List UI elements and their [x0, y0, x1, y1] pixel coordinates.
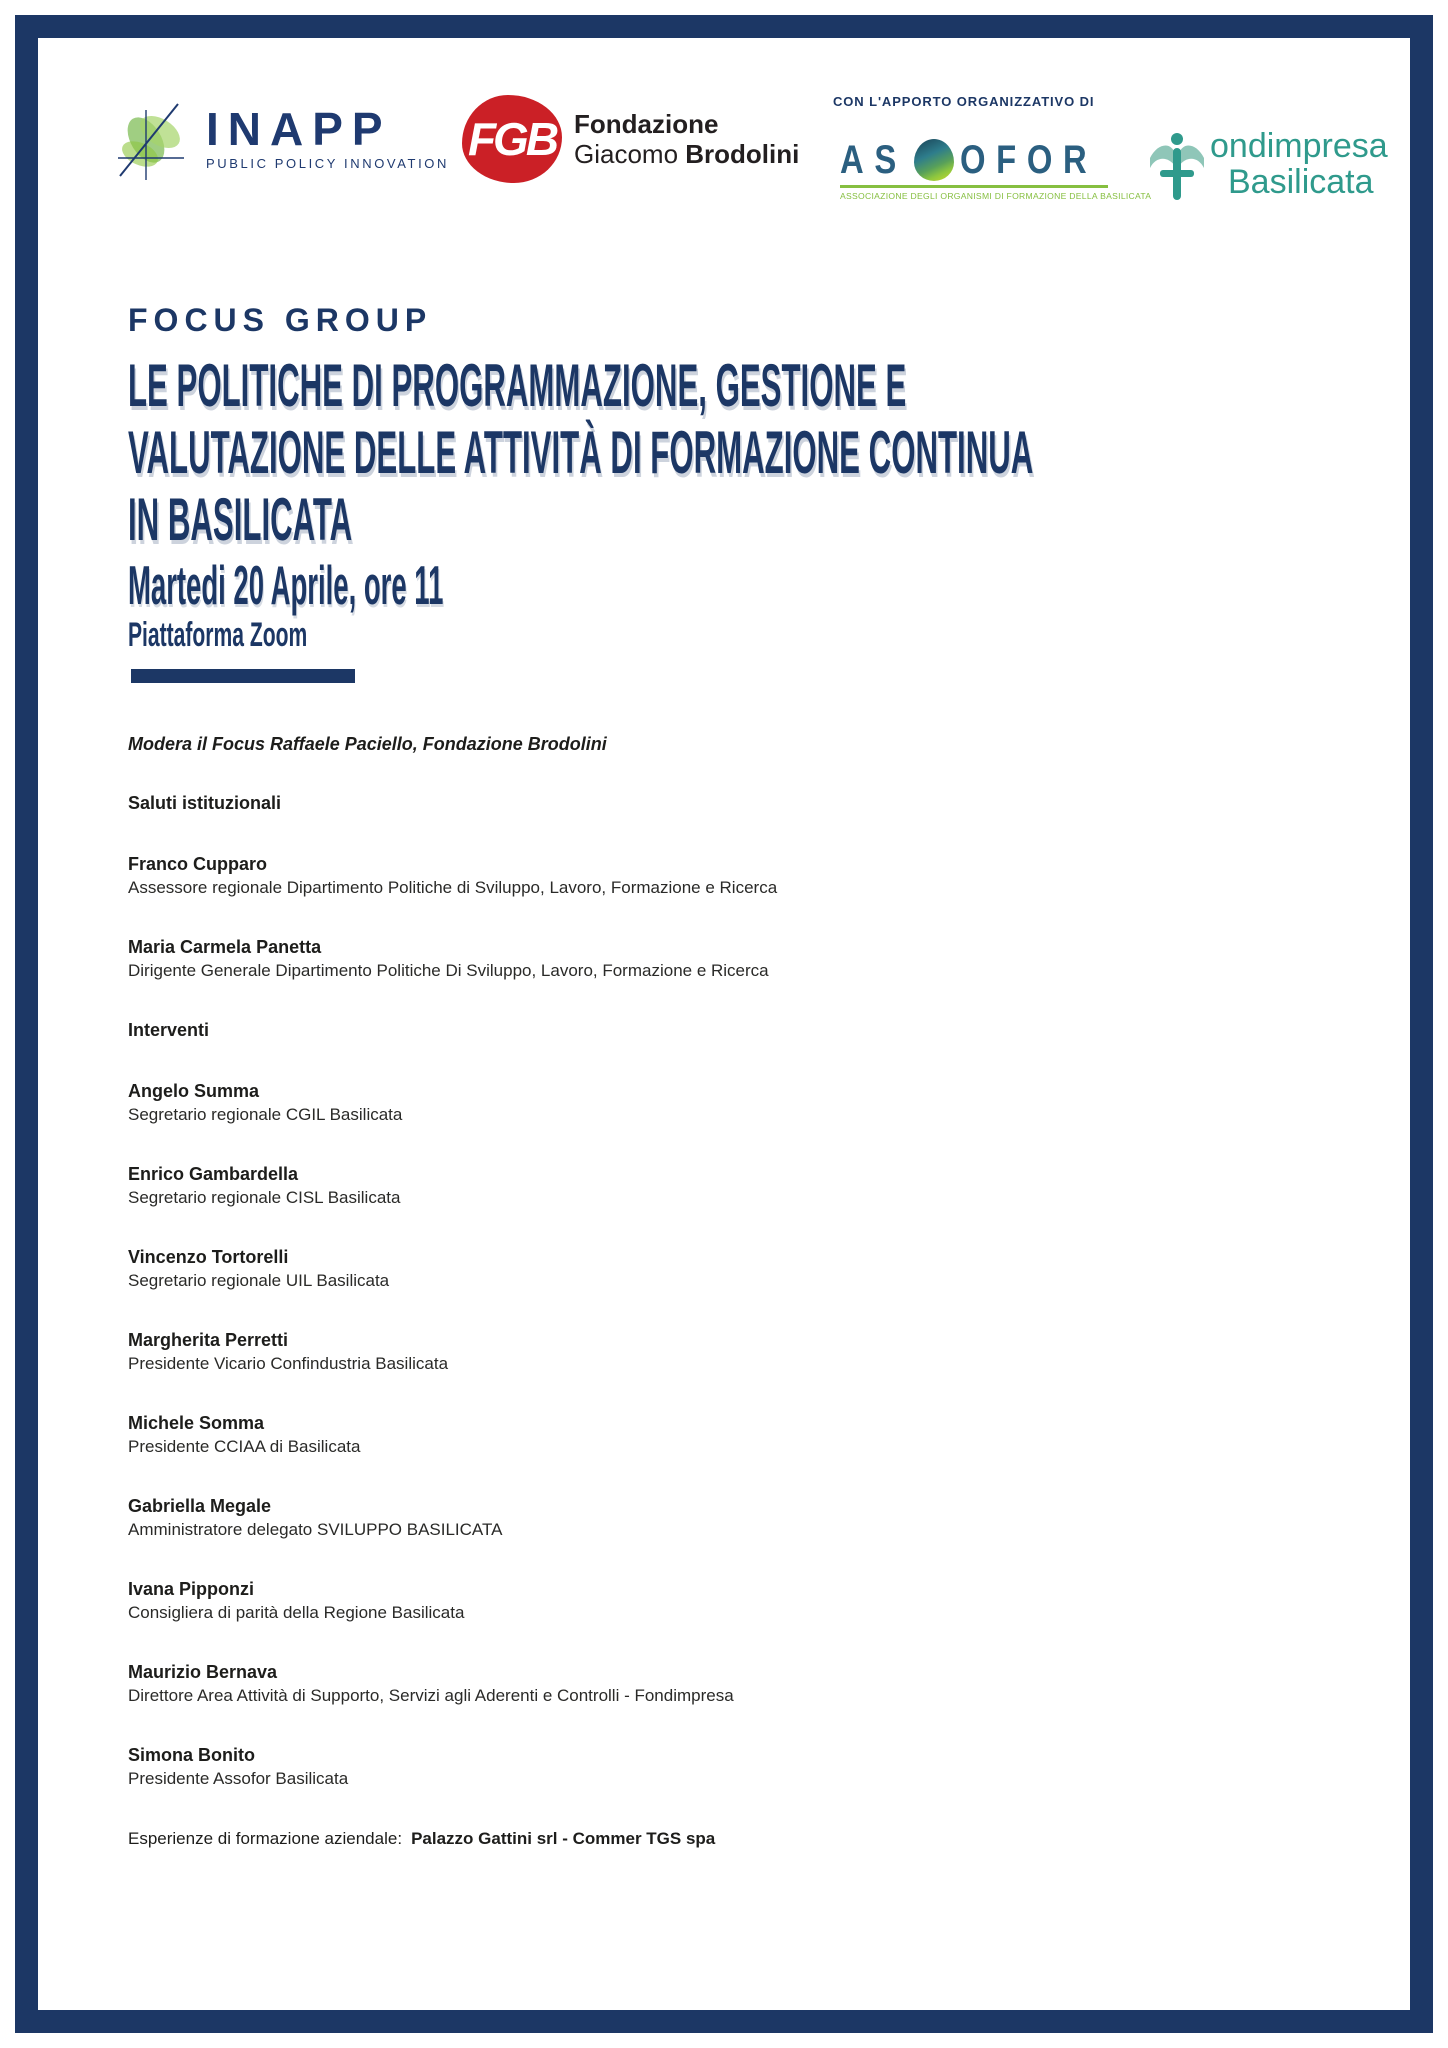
fondimpresa-text: [1210, 128, 1388, 200]
agenda: [128, 733, 1348, 1850]
speaker-name: Angelo Summa: [128, 1081, 260, 1101]
speaker-role: Consigliera di parità della Regione Basilicata: [128, 1603, 465, 1622]
assofor-wordmark: [840, 138, 1108, 182]
fgb-initials: FGB: [467, 113, 557, 165]
speaker-entry: [128, 1080, 1348, 1126]
event-date: Martedi 20 Aprile, ore 11: [128, 554, 444, 616]
event-kicker: FOCUS GROUP: [128, 302, 433, 338]
speaker-name: Simona Bonito: [128, 1745, 255, 1765]
fgb-fondazione: Fondazione: [574, 109, 719, 139]
title-line-2: VALUTAZIONE DELLE ATTIVITÀ DI FORMAZIONE CONTINUA: [128, 419, 1034, 486]
fgb-brodolini: Brodolini: [685, 139, 800, 169]
fondimpresa-logo: [1146, 128, 1388, 202]
inapp-wordmark: INAPP: [206, 102, 392, 155]
assofor-swirl-icon: [914, 139, 954, 181]
assofor-word-left: AS: [840, 138, 907, 182]
fgb-text: [574, 109, 799, 169]
experiences-line: [128, 1827, 1348, 1850]
speaker-role: Segretario regionale CGIL Basilicata: [128, 1105, 403, 1124]
assofor-caption: ASSOCIAZIONE DEGLI ORGANISMI DI FORMAZIONE DELLA BASILICATA: [840, 191, 1152, 201]
speaker-entry: [128, 1495, 1348, 1541]
fondimpresa-line2: Basilicata: [1228, 163, 1374, 201]
inapp-text: [206, 102, 449, 171]
inapp-leaf-icon: [112, 96, 196, 180]
speaker-name: Maurizio Bernava: [128, 1662, 278, 1682]
speaker-role: Presidente CCIAA di Basilicata: [128, 1437, 361, 1456]
speaker-entry: [128, 1412, 1348, 1458]
inapp-logo: [112, 96, 449, 180]
speaker-entry: [128, 1329, 1348, 1375]
speaker-name: Vincenzo Tortorelli: [128, 1247, 289, 1267]
speaker-role: Assessore regionale Dipartimento Politiche di Sviluppo, Lavoro, Formazione e Ricerca: [128, 878, 778, 897]
speaker-name: Ivana Pipponzi: [128, 1579, 255, 1599]
speaker-role: Presidente Assofor Basilicata: [128, 1769, 349, 1788]
speaker-entry: [128, 936, 1348, 982]
fondimpresa-icon: [1146, 128, 1208, 202]
speaker-role: Dirigente Generale Dipartimento Politiche Di Sviluppo, Lavoro, Formazione e Ricerca: [128, 961, 769, 980]
speaker-role: Segretario regionale CISL Basilicata: [128, 1188, 401, 1207]
title-line-1: LE POLITICHE DI PROGRAMMAZIONE, GESTIONE E: [128, 352, 907, 419]
speaker-name: Margherita Perretti: [128, 1330, 289, 1350]
speaker-entry: [128, 1163, 1348, 1209]
speaker-name: Maria Carmela Panetta: [128, 937, 322, 957]
section-heading-interventi: Interventi: [128, 1020, 210, 1040]
fgb-giacomo: Giacomo: [574, 139, 686, 169]
speaker-name: Enrico Gambardella: [128, 1164, 299, 1184]
fondimpresa-line1: ondimpresa: [1210, 127, 1388, 165]
assofor-word-right: OFOR: [959, 138, 1097, 182]
experiences-companies: Palazzo Gattini srl - Commer TGS spa: [411, 1829, 716, 1848]
fgb-giacomo-brodolini: [574, 139, 799, 169]
speaker-name: Michele Somma: [128, 1413, 265, 1433]
title-line-3: IN BASILICATA: [128, 486, 353, 553]
event-platform: Piattaforma Zoom: [128, 616, 308, 654]
speaker-entry: [128, 1744, 1348, 1790]
speaker-role: Presidente Vicario Confindustria Basilicata: [128, 1354, 449, 1373]
speaker-name: Gabriella Megale: [128, 1496, 272, 1516]
assofor-rule: [840, 185, 1108, 188]
speaker-entry: [128, 853, 1348, 899]
fgb-logo: [462, 95, 799, 183]
speaker-entry: [128, 1661, 1348, 1707]
assofor-logo: [840, 138, 1152, 201]
section-heading-saluti: Saluti istituzionali: [128, 793, 282, 813]
speaker-name: Franco Cupparo: [128, 854, 268, 874]
speaker-entry: [128, 1578, 1348, 1624]
speaker-entry: [128, 1246, 1348, 1292]
event-title: [128, 352, 1448, 553]
title-underline-bar: [131, 669, 355, 683]
speaker-role: Amministratore delegato SVILUPPO BASILICATA: [128, 1520, 503, 1539]
moderator-line: Modera il Focus Raffaele Paciello, Fondazione Brodolini: [128, 734, 607, 754]
sponsor-note: CON L'APPORTO ORGANIZZATIVO DI: [833, 94, 1095, 109]
speaker-role: Segretario regionale UIL Basilicata: [128, 1271, 390, 1290]
speaker-role: Direttore Area Attività di Supporto, Servizi agli Aderenti e Controlli - Fondimpresa: [128, 1686, 734, 1705]
inapp-tagline: PUBLIC POLICY INNOVATION: [206, 155, 449, 171]
experiences-label: Esperienze di formazione aziendale:: [128, 1829, 403, 1848]
fgb-icon: [462, 95, 562, 183]
